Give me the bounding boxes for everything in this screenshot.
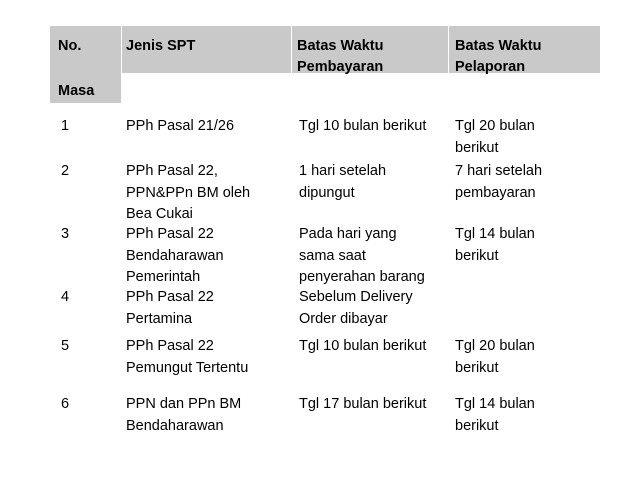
row-1-jenis: PPh Pasal 21/26 bbox=[126, 118, 235, 134]
header-batas-pembayaran: Batas Waktu Pembayaran bbox=[297, 38, 384, 75]
row-3-bayar: Pada hari yang sama saat penyerahan barang bbox=[299, 226, 425, 285]
row-5-no: 5 bbox=[61, 338, 70, 354]
row-6-jenis: PPN dan PPn BM Bendaharawan bbox=[126, 396, 242, 434]
spt-table bbox=[50, 25, 600, 434]
header-masa: Masa bbox=[58, 83, 95, 99]
row-6-lapor: Tgl 14 bulan berikut bbox=[455, 396, 535, 434]
row-1-lapor: Tgl 20 bulan berikut bbox=[455, 118, 535, 156]
row-5-bayar: Tgl 10 bulan berikut bbox=[299, 338, 427, 354]
table-header bbox=[50, 25, 600, 103]
row-2-bayar: 1 hari setelah dipungut bbox=[299, 163, 387, 201]
row-3-jenis: PPh Pasal 22 Bendaharawan Pemerintah bbox=[126, 226, 224, 285]
row-4-no: 4 bbox=[61, 289, 70, 305]
row-5-jenis: PPh Pasal 22 Pemungut Tertentu bbox=[126, 338, 249, 376]
row-6-no: 6 bbox=[61, 396, 70, 412]
header-jenis-spt: Jenis SPT bbox=[126, 38, 196, 54]
row-6-bayar: Tgl 17 bulan berikut bbox=[299, 396, 427, 412]
header-no: No. bbox=[58, 38, 82, 54]
row-1-no: 1 bbox=[61, 118, 70, 134]
row-3-no: 3 bbox=[61, 226, 70, 242]
row-4-jenis: PPh Pasal 22 Pertamina bbox=[126, 289, 214, 327]
row-2-no: 2 bbox=[61, 163, 70, 179]
row-1-bayar: Tgl 10 bulan berikut bbox=[299, 118, 427, 134]
header-batas-pelaporan: Batas Waktu Pelaporan bbox=[455, 38, 542, 75]
row-2-jenis: PPh Pasal 22, PPN&PPn BM oleh Bea Cukai bbox=[126, 163, 251, 222]
row-3-lapor: Tgl 14 bulan berikut bbox=[455, 226, 535, 264]
row-4-bayar: Sebelum Delivery Order dibayar bbox=[299, 289, 413, 327]
row-2-lapor: 7 hari setelah pembayaran bbox=[455, 163, 543, 201]
row-5-lapor: Tgl 20 bulan berikut bbox=[455, 338, 535, 376]
